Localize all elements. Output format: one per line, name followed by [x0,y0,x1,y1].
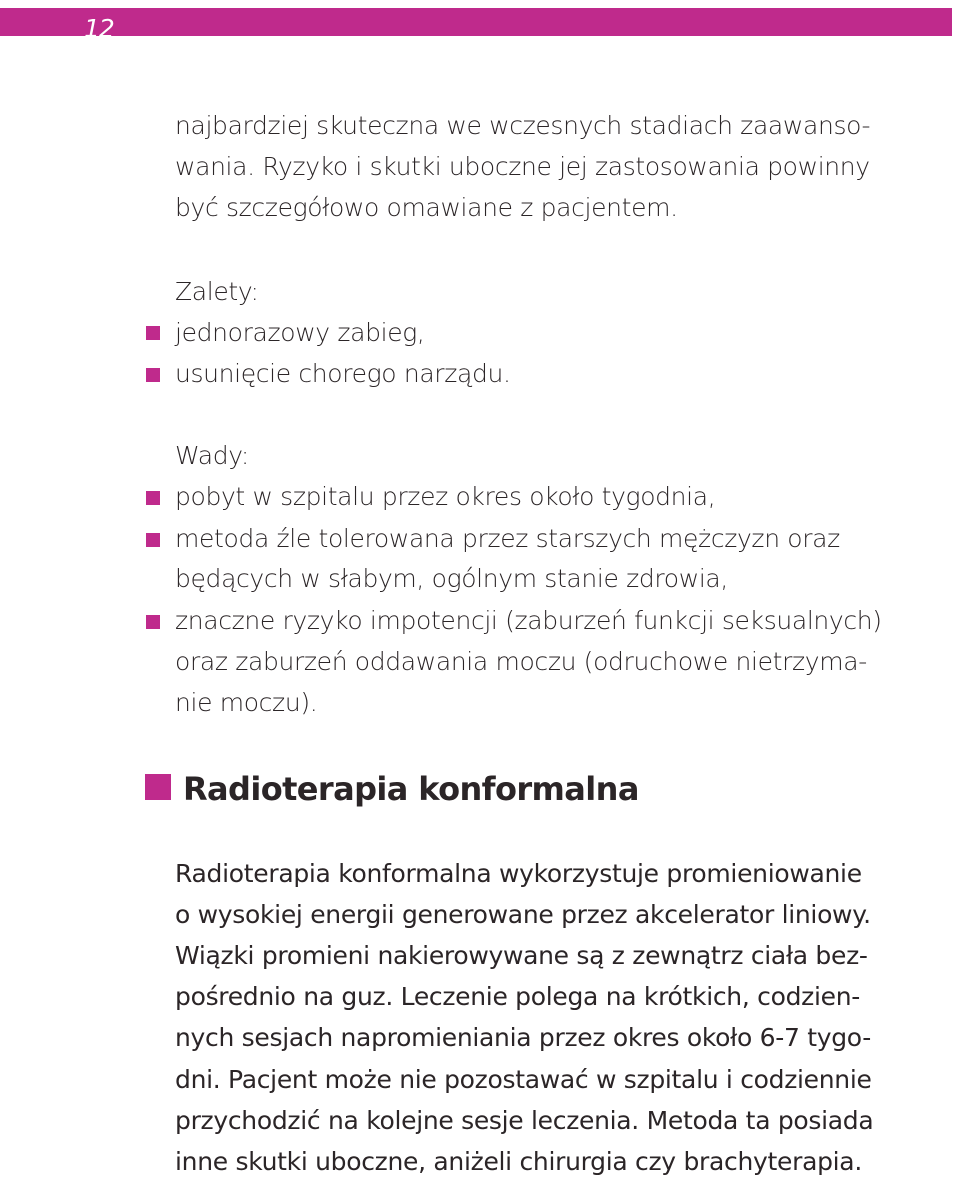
bullet-square-icon [146,533,160,547]
intro-line: być szczegółowo omawiane z pacjentem. [175,193,678,222]
disadvantage-item-continued: oraz zaburzeń oddawania moczu (odruchowe nietrzyma- [175,647,867,676]
disadvantages-title: Wady: [175,441,249,470]
disadvantage-item-continued: nie moczu). [175,688,318,717]
advantages-title: Zalety: [175,277,259,306]
section-body-line: Radioterapia konformalna wykorzystuje promieniowanie [175,859,862,888]
section-body-line: nych sesjach napromieniania przez okres około 6-7 tygo- [175,1023,871,1052]
section-body-line: o wysokiej energii generowane przez akcelerator liniowy. [175,900,871,929]
heading-square-icon [145,774,171,800]
bullet-square-icon [146,368,160,382]
section-body-line: pośrednio na guz. Leczenie polega na krótkich, codzien- [175,982,860,1011]
disadvantage-item-continued: będących w słabym, ogólnym stanie zdrowia, [175,564,728,593]
section-body-line: dni. Pacjent może nie pozostawać w szpitalu i codziennie [175,1065,872,1094]
page-number: 12 [84,14,114,43]
page-header-bar [0,8,952,43]
intro-line: najbardziej skuteczna we wczesnych stadiach zaawanso- [175,111,871,140]
advantage-item: jednorazowy zabieg, [175,318,425,347]
disadvantage-item: znaczne ryzyko impotencji (zaburzeń funkcji seksualnych) [175,606,882,635]
section-body-line: inne skutki uboczne, aniżeli chirurgia czy brachyterapia. [175,1147,862,1176]
bullet-square-icon [146,491,160,505]
section-body-line: przychodzić na kolejne sesje leczenia. Metoda ta posiada [175,1106,874,1135]
bullet-square-icon [146,615,160,629]
advantage-item: usunięcie chorego narządu. [175,359,511,388]
intro-line: wania. Ryzyko i skutki uboczne jej zastosowania powinny [175,152,870,181]
bullet-square-icon [146,326,160,340]
disadvantage-item: pobyt w szpitalu przez okres około tygodnia, [175,482,716,511]
disadvantage-item: metoda źle tolerowana przez starszych mężczyzn oraz [175,524,840,553]
section-body-line: Wiązki promieni nakierowywane są z zewnątrz ciała bez- [175,941,868,970]
section-heading: Radioterapia konformalna [183,770,639,808]
